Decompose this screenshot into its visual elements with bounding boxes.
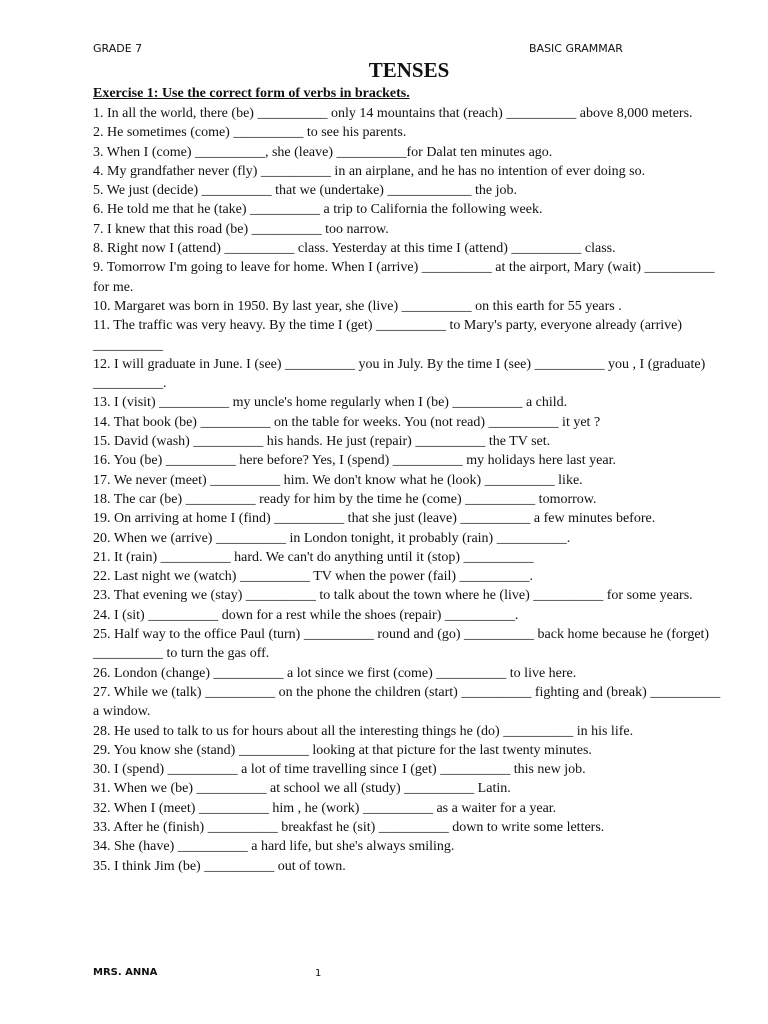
exercise-item: 25. Half way to the office Paul (turn) __________ round and (go) __________ back home because he (forget) __________ to turn the gas off.	[93, 627, 710, 662]
exercise-item: 12. I will graduate in June. I (see) __________ you in July. By the time I (see) __________ you , I (graduate) __________.	[93, 356, 706, 392]
header-grade: GRADE 7	[93, 42, 143, 55]
exercise-item: 8. Right now I (attend) __________ class. Yesterday at this time I (attend) __________ class.	[93, 241, 616, 257]
exercise-list	[93, 104, 725, 876]
exercise-item: 14. That book (be) __________ on the table for weeks. You (not read) __________ it yet ?	[93, 414, 601, 430]
exercise-item: 3. When I (come) __________, she (leave) __________for Dalat ten minutes ago.	[93, 144, 553, 160]
footer-author: MRS. ANNA	[93, 967, 158, 978]
exercise-item: 10. Margaret was born in 1950. By last year, she (live) __________ on this earth for 55 years .	[93, 298, 622, 314]
exercise-item: 19. On arriving at home I (find) __________ that she just (leave) __________ a few minutes before.	[93, 511, 656, 527]
exercise-item: 5. We just (decide) __________ that we (undertake) ____________ the job.	[93, 183, 517, 199]
exercise-item: 34. She (have) __________ a hard life, but she's always smiling.	[93, 839, 455, 855]
exercise-item: 31. When we (be) __________ at school we all (study) __________ Latin.	[93, 781, 511, 797]
exercise-item: 17. We never (meet) __________ him. We don't know what he (look) __________ like.	[93, 472, 583, 488]
exercise-item: 27. While we (talk) __________ on the phone the children (start) __________ fighting and (break) __________ a window.	[93, 684, 721, 720]
exercise-item: 1. In all the world, there (be) __________ only 14 mountains that (reach) __________ above 8,000 meters.	[93, 106, 693, 121]
page-number: 1	[315, 968, 322, 979]
exercise-item: 18. The car (be) __________ ready for him by the time he (come) __________ tomorrow.	[93, 491, 597, 507]
exercise-item: 9. Tomorrow I'm going to leave for home. When I (arrive) __________ at the airport, Mary (wait) __________ for me.	[93, 260, 715, 295]
exercise-item: 32. When I (meet) __________ him , he (work) __________ as a waiter for a year.	[93, 800, 557, 816]
exercise-item: 11. The traffic was very heavy. By the time I (get) __________ to Mary's party, everyone already (arrive) __________	[93, 318, 683, 353]
exercise-item: 23. That evening we (stay) __________ to talk about the town where he (live) __________ for some years.	[93, 588, 693, 604]
exercise-item: 29. You know she (stand) __________ looking at that picture for the last twenty minutes.	[93, 742, 592, 758]
header-subject: BASIC GRAMMAR	[529, 42, 623, 55]
exercise-heading: Exercise 1: Use the correct form of verbs in brackets.	[93, 86, 410, 101]
exercise-item: 20. When we (arrive) __________ in London tonight, it probably (rain) __________.	[93, 530, 571, 546]
page-title: TENSES	[368, 58, 450, 82]
exercise-item: 22. Last night we (watch) __________ TV when the power (fail) __________.	[93, 569, 534, 585]
exercise-item: 35. I think Jim (be) __________ out of town.	[93, 858, 346, 874]
exercise-item: 6. He told me that he (take) __________ a trip to California the following week.	[93, 202, 543, 218]
exercise-item: 24. I (sit) __________ down for a rest while the shoes (repair) __________.	[93, 607, 519, 623]
exercise-item: 16. You (be) __________ here before? Yes, I (spend) __________ my holidays here last year.	[93, 453, 616, 469]
exercise-item: 33. After he (finish) __________ breakfast he (sit) __________ down to write some letters.	[93, 819, 605, 835]
exercise-item: 4. My grandfather never (fly) __________ in an airplane, and he has no intention of ever doing so.	[93, 163, 646, 179]
exercise-item: 13. I (visit) __________ my uncle's home regularly when I (be) __________ a child.	[93, 395, 568, 411]
exercise-item: 30. I (spend) __________ a lot of time travelling since I (get) __________ this new job.	[93, 762, 586, 778]
exercise-item: 26. London (change) __________ a lot since we first (come) __________ to live here.	[93, 665, 577, 681]
exercise-item: 15. David (wash) __________ his hands. He just (repair) __________ the TV set.	[93, 434, 551, 450]
exercise-item: 28. He used to talk to us for hours about all the interesting things he (do) __________ in his life.	[93, 723, 634, 739]
exercise-item: 21. It (rain) __________ hard. We can't do anything until it (stop) __________	[93, 549, 534, 565]
exercise-item: 2. He sometimes (come) __________ to see his parents.	[93, 125, 407, 141]
exercise-item: 7. I knew that this road (be) __________ too narrow.	[93, 221, 389, 237]
